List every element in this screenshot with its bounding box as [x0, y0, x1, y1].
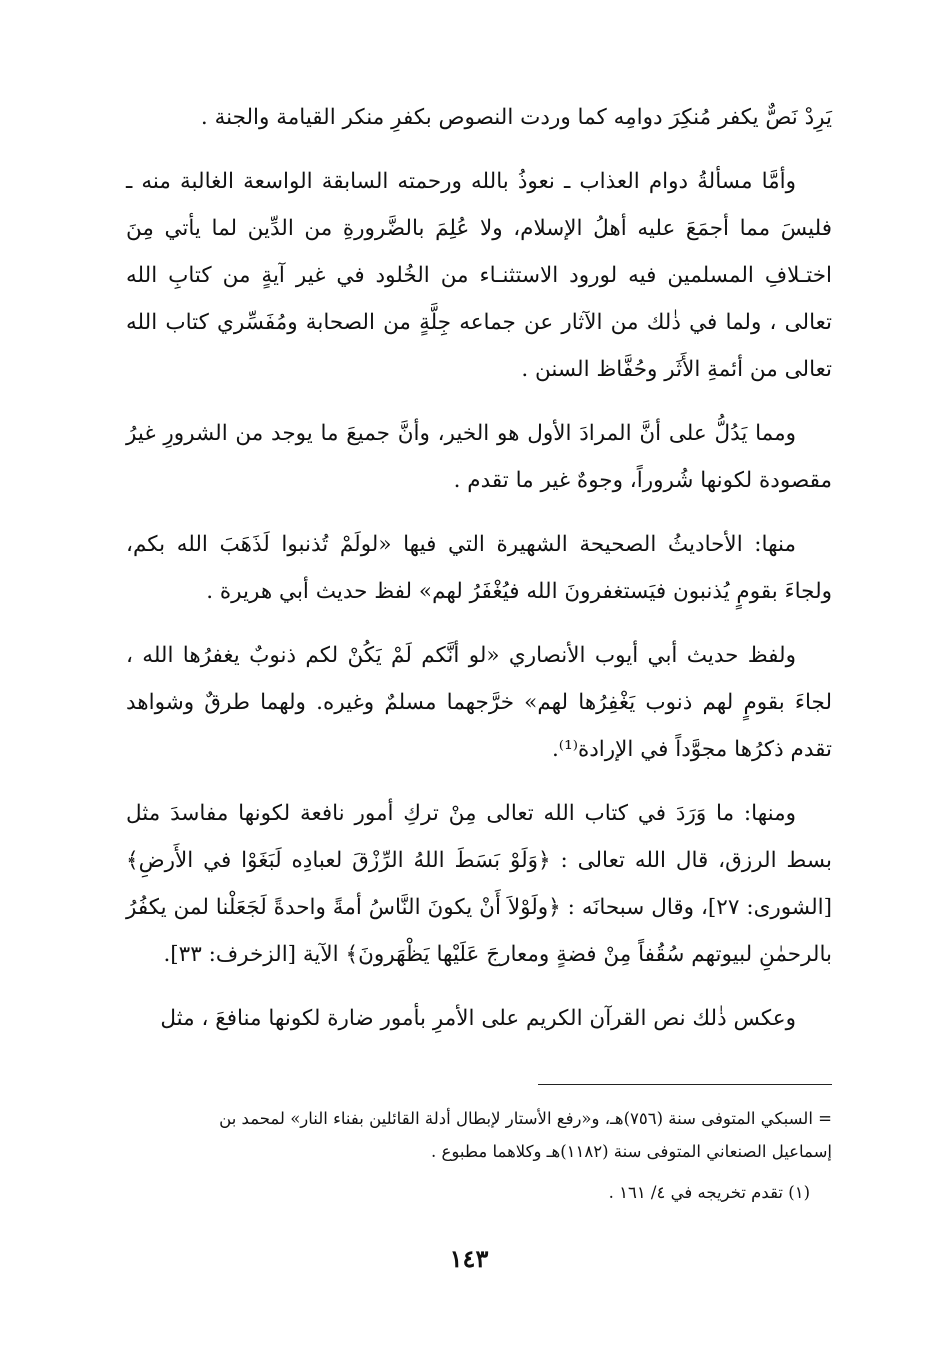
paragraph-6: ومنها: ما وَرَدَ في كتاب الله تعالى مِنْ تركِ أمور نافعة لكونها مفاسدَ مثل بسط الرزق، قال الله تعالى : ﴿وَلَوْ بَسَطَ اللهُ الرِّزْقَ لعبادِه لَبَغَوْا في الأَرضِ﴾ [الشورى: ٢٧]، وقال سبحانَه : ﴿ولَوْلاَ أَنْ يكونَ النَّاسُ أمةً واحدةً لَجَعَلْنا لمن يكفُرُ بالرحمٰنِ لبيوتهم سُقُفاً مِنْ فضةٍ ومعارجَ عَلَيْها يَظْهَرونَ﴾ الآية [الزخرف: ٣٣].	[126, 801, 832, 967]
paragraph-2: وأمَّا مسألةُ دوام العذاب ـ نعوذُ بالله ورحمته السابقة الواسعة الغالبة منه ـ فليسَ مما أجمَعَ عليه أهلُ الإسلام، ولا عُلِمَ بالضَّرورةِ من الدِّين لما يأتي مِنَ اختـلافِ المسلمين فيه لورود الاستثنـاء من الخُلود في غير آيةٍ من كتابِ الله تعالى ، ولما في ذٰلك من الآثار عن جماعه جِلَّةٍ من الصحابة ومُفَسِّري كتاب الله تعالى من أئمةِ الأَثَر وحُفَّاظ السنن .	[126, 169, 832, 382]
main-text	[126, 94, 832, 1059]
paragraph-3: ومما يَدُلُّ على أنَّ المرادَ الأول هو الخير، وأنَّ جميعَ ما يوجد من الشرورِ غيرُ مقصودة لكونها شُروراً، وجوهٌ غير ما تقدم .	[126, 421, 832, 493]
paragraph-4: منها: الأحاديثُ الصحيحة الشهيرة التي فيها «لولَمْ تُذنبوا لَذَهَبَ الله بكم، ولجاءَ بقومٍ يُذنبون فيَستغفرونَ الله فيُغْفَرُ لهم» لفظ حديث أبي هريرة .	[126, 532, 832, 604]
footnote-continuation-line-1: = السبكي المتوفى سنة (٧٥٦)هـ، و«رفع الأستار لإبطال أدلة القائلين بفناء النار» لمحمد بن	[219, 1109, 832, 1128]
footnote-1: (١) تقدم تخريجه في ٤/ ١٦١ .	[608, 1183, 810, 1202]
page-number: ١٤٣	[449, 1244, 489, 1273]
footnote-continuation-line-2: إسماعيل الصنعاني المتوفى سنة (١١٨٢)هـ وكلاهما مطبوع .	[431, 1142, 832, 1161]
paragraph-5: ولفظ حديث أبي أيوب الأنصاري «لو أنَّكم لَمْ يَكُنْ لكم ذنوبٌ يغفرُها الله ، لجاءَ بقومٍ لهم ذنوب يَغْفِرُها لهم» خرَّجهما مسلمٌ وغيره. ولهما طرقٌ وشواهد تقدم ذكرُها مجوَّداً في الإرادة⁽¹⁾.	[126, 643, 832, 762]
footnotes	[126, 1102, 832, 1209]
paragraph-7: وعكس ذٰلك نص القرآن الكريم على الأمرِ بأمور ضارة لكونها منافعَ ، مثل	[160, 1006, 796, 1031]
footnote-divider	[538, 1084, 832, 1085]
paragraph-1: يَرِدْ نَصٌّ يكفر مُنكِرَ دوامِه كما وردت النصوص بكفرِ منكر القيامة والجنة .	[200, 105, 832, 130]
